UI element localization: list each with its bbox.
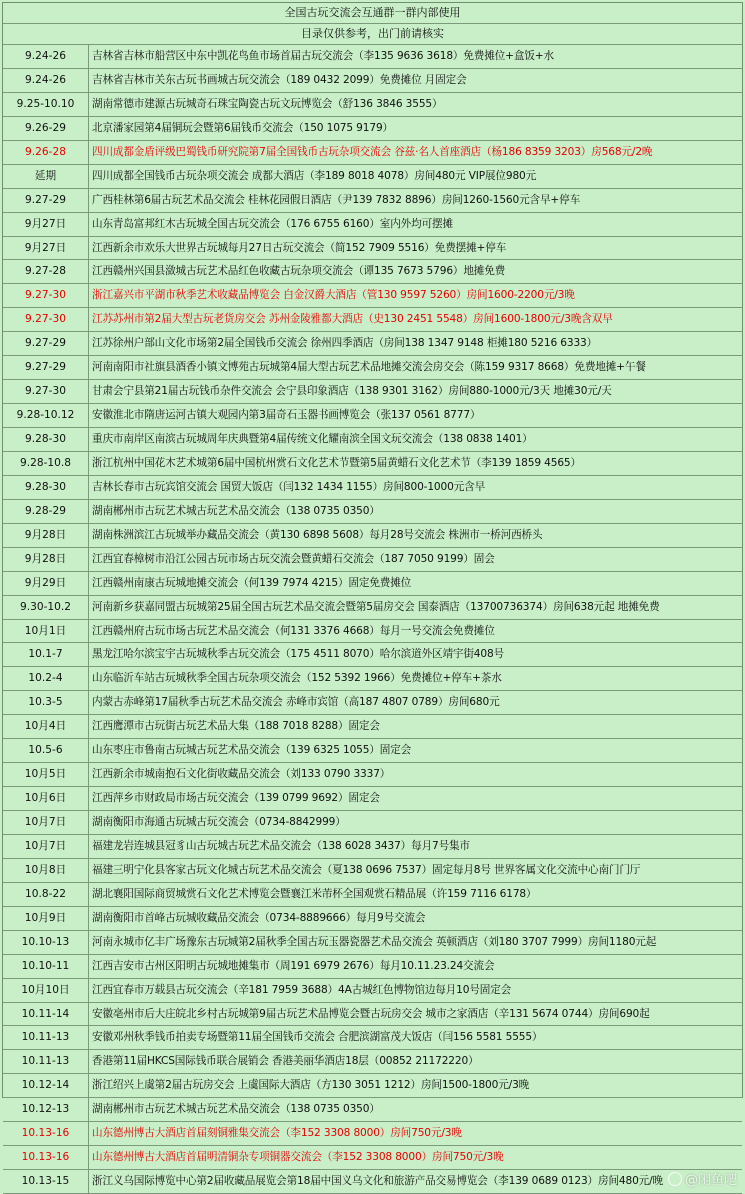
event-date: 9.28-30 — [3, 428, 89, 451]
event-date: 10.13-16 — [3, 1122, 89, 1145]
table-row — [3, 667, 742, 691]
table-row — [3, 691, 742, 715]
event-date: 10.12-14 — [3, 1074, 89, 1097]
event-date: 9.28-30 — [3, 476, 89, 499]
event-date: 10.2-4 — [3, 667, 89, 690]
event-date: 9.28-10.8 — [3, 452, 89, 475]
event-description: 甘肃会宁县第21届古玩钱币杂件交流会 会宁县印象酒店（138 9301 3162）房间880-1000元/3天 地摊30元/天 — [92, 385, 612, 398]
event-description: 山东青岛富邦红木古玩城全国古玩交流会（176 6755 6160）室内外均可摆摊 — [92, 217, 453, 230]
event-date: 9.27-30 — [3, 284, 89, 307]
table-row — [3, 117, 742, 141]
event-description: 安徽淮北市隋唐运河古镇大观园内第3届奇石玉器书画博览会（张137 0561 8777） — [92, 409, 481, 422]
table-row — [3, 811, 742, 835]
table-row — [3, 931, 742, 955]
event-description: 江苏徐州户部山文化市场第2届全国钱币交流会 徐州四季酒店（房间138 1347 9148 柜摊180 5216 6333） — [92, 337, 598, 350]
table-row — [3, 907, 742, 931]
event-description: 吉林长春市古玩宾馆交流会 国贸大饭店（闫132 1434 1155）房间800-1000元含早 — [92, 480, 486, 493]
event-date: 9月29日 — [3, 572, 89, 595]
table-row — [3, 643, 742, 667]
event-date: 9.24-26 — [3, 45, 89, 68]
event-description: 江西赣州兴国县潋城古玩艺术品红色收藏古玩杂项交流会（谭135 7673 5796）地摊免费 — [92, 265, 506, 278]
event-date: 10.13-15 — [3, 1170, 89, 1193]
event-date: 9.26-29 — [3, 117, 89, 140]
table-row — [3, 596, 742, 620]
event-description: 浙江嘉兴市平湖市秋季艺术收藏品博览会 白金汉爵大酒店（管130 9597 5260）房间1600-2200元/3晚 — [92, 289, 575, 302]
event-date: 延期 — [3, 165, 89, 188]
table-row — [3, 428, 742, 452]
table-subtitle: 目录仅供参考，出门前请核实 — [3, 24, 742, 45]
event-description: 江苏苏州市第2届大型古玩老货房交会 苏州金陵雅都大酒店（史130 2451 5548）房间1600-1800元/3晚含双早 — [92, 313, 613, 326]
event-description: 湖北襄阳国际商贸城赏石文化艺术博览会暨襄江米芾杯全国观赏石精品展（许159 7116 6178） — [92, 887, 537, 900]
table-row — [3, 1050, 742, 1074]
table-row — [3, 883, 742, 907]
event-date: 9.26-28 — [3, 141, 89, 164]
table-row — [3, 979, 742, 1003]
event-date: 10.13-16 — [3, 1146, 89, 1169]
table-row — [3, 763, 742, 787]
event-date: 10.5-6 — [3, 739, 89, 762]
event-description: 江西鹰潭市古玩街古玩艺术品大集（188 7018 8288）固定会 — [92, 720, 380, 733]
table-row — [3, 93, 742, 117]
table-row — [3, 715, 742, 739]
event-description: 安徽亳州市后大庄皖北乡村古玩城第9届古玩艺术品博览会暨古玩房交会 城市之家酒店（辛131 5674 0744）房间690起 — [92, 1007, 650, 1020]
table-row — [3, 859, 742, 883]
event-description: 吉林省吉林市关东古玩书画城古玩交流会（189 0432 2099）免费摊位 月固定会 — [92, 73, 467, 86]
event-date: 10.11-13 — [3, 1026, 89, 1049]
event-description: 湖南衡阳市海通古玩城古玩交流会（0734-8842999） — [92, 816, 346, 828]
event-date: 10.12-13 — [3, 1098, 89, 1121]
event-description: 吉林省吉林市船营区中东中凯花鸟鱼市场首届古玩交流会（李135 9636 3618）免费摊位+盒饭+水 — [92, 50, 554, 62]
event-date: 10月10日 — [3, 979, 89, 1002]
event-description: 湖南常德市建源古玩城奇石珠宝陶瓷古玩文玩博览会（舒136 3846 3555） — [92, 97, 443, 110]
event-description: 浙江杭州中国花木艺术城第6届中国杭州赏石文化艺术节暨第5届黄蜡石文化艺术节（李139 1859 4565） — [92, 456, 581, 469]
event-description: 湖南株洲滨江古玩城举办藏品交流会（黄130 6898 5608）每月28号交流会 株洲市一桥河西桥头 — [92, 528, 543, 541]
event-description: 安徽邓州秋季钱币拍卖专场暨第11届全国钱币交流会 合肥滨湖富茂大饭店（闫156 5581 5555） — [92, 1031, 543, 1044]
table-row — [3, 380, 742, 404]
event-date: 10.11-14 — [3, 1003, 89, 1026]
table-row — [3, 1026, 742, 1050]
table-row — [3, 260, 742, 284]
event-description: 重庆市南岸区南滨古玩城周年庆典暨第4届传统文化耀南滨全国文玩交流会（138 0838 1401） — [92, 433, 533, 445]
table-row — [3, 1122, 742, 1146]
table-row — [3, 69, 742, 93]
event-date: 10.11-13 — [3, 1050, 89, 1073]
event-date: 9.24-26 — [3, 69, 89, 92]
table-row — [3, 308, 742, 332]
table-row — [3, 1003, 742, 1027]
table-row — [3, 572, 742, 596]
event-date: 9.27-28 — [3, 260, 89, 283]
table-row — [3, 45, 742, 69]
event-description: 江西萍乡市财政局市场古玩交流会（139 0799 9692）固定会 — [92, 792, 380, 805]
event-date: 9月27日 — [3, 213, 89, 236]
event-date: 10月4日 — [3, 715, 89, 738]
event-description: 湖南衡阳市首峰古玩城收藏品交流会（0734-8889666）每月9号交流会 — [92, 911, 426, 924]
event-date: 10月6日 — [3, 787, 89, 810]
table-row — [3, 452, 742, 476]
table-row — [3, 356, 742, 380]
event-date: 10.10-11 — [3, 955, 89, 978]
event-date: 9月28日 — [3, 548, 89, 571]
watermark-text: @闲鱼吧 — [684, 1173, 737, 1188]
table-row — [3, 237, 742, 261]
event-description: 山东德州博古大酒店首届刻铜雅集交流会（李152 3308 8000）房间750元/3晚 — [92, 1127, 462, 1140]
table-row — [3, 332, 742, 356]
table-row — [3, 739, 742, 763]
event-description: 山东临沂车站古玩城秋季全国古玩杂项交流会（152 5392 1966）免费摊位+停车+茶水 — [92, 672, 502, 685]
table-row — [3, 404, 742, 428]
table-row — [3, 189, 742, 213]
event-description: 江西赣州南康古玩城地摊交流会（何139 7974 4215）固定免费摊位 — [92, 576, 412, 589]
event-date: 10.1-7 — [3, 643, 89, 666]
event-description: 福建龙岩连城县冠豸山古玩城古玩艺术品交流会（138 6028 3437）每月7号集市 — [92, 839, 470, 852]
event-description: 浙江绍兴上虞第2届古玩房交会 上虞国际大酒店（方130 3051 1212）房间1500-1800元/3晚 — [92, 1079, 530, 1092]
event-description: 四川成都金盾评级巴蜀钱币研究院第7届全国钱币古玩杂项交流会 谷兹·名人首座酒店（杨186 8359 3203）房568元/2晚 — [92, 145, 653, 158]
table-row — [3, 165, 742, 189]
event-description: 北京潘家园第4届铜玩会暨第6届钱币交流会（150 1075 9179） — [92, 121, 393, 134]
event-date: 9月28日 — [3, 524, 89, 547]
event-date: 10月8日 — [3, 859, 89, 882]
event-description: 广西桂林第6届古玩艺术品交流会 桂林花园假日酒店（尹139 7832 8896）房间1260-1560元含早+停车 — [92, 193, 581, 206]
table-title: 全国古玩交流会互通群一群内部使用 — [3, 3, 742, 24]
event-description: 河南永城市亿丰广场豫东古玩城第2届秋季全国古玩玉器瓷器艺术品交流会 英顿酒店（刘180 3707 7999）房间1180元起 — [92, 935, 657, 948]
event-description: 江西宜春樟树市沿江公园古玩市场古玩交流会暨黄蜡石交流会（187 7050 9199）固会 — [92, 552, 495, 565]
table-row — [3, 620, 742, 644]
event-date: 10月1日 — [3, 620, 89, 643]
event-description: 山东德州博古大酒店首届明清铜杂专项铜器交流会（李152 3308 8000）房间750元/3晚 — [92, 1151, 504, 1164]
event-description: 浙江义乌国际博览中心第2届收藏品展览会第18届中国义乌文化和旅游产品交易博览会（李139 0689 0123）房间480元/晚 — [92, 1175, 663, 1188]
table-row — [3, 1098, 742, 1122]
table-row — [3, 1146, 742, 1170]
table-row — [3, 213, 742, 237]
table-row — [3, 524, 742, 548]
event-date: 10.10-13 — [3, 931, 89, 954]
event-description: 黑龙江哈尔滨宝宇古玩城秋季古玩交流会（175 4511 8070）哈尔滨道外区靖宇街408号 — [92, 648, 505, 661]
table-row — [3, 835, 742, 859]
event-date: 9.27-29 — [3, 356, 89, 379]
event-date: 9.27-29 — [3, 189, 89, 212]
event-date: 9.27-29 — [3, 332, 89, 355]
event-date: 10月7日 — [3, 835, 89, 858]
event-description: 香港第11届HKCS国际钱币联合展销会 香港美丽华酒店18层（00852 21172220） — [92, 1055, 479, 1068]
event-date: 9.27-30 — [3, 380, 89, 403]
event-description: 河南南阳市社旗县酒香小镇文博苑古玩城第4届大型古玩艺术品地摊交流会房交会（陈159 9317 8668）免费地摊+午餐 — [92, 361, 646, 374]
table-row — [3, 1074, 742, 1098]
event-description: 河南新乡获嘉同盟古玩城第25届全国古玩艺术品交流会暨第5届房交会 国泰酒店（13700736374）房间638元起 地摊免费 — [92, 600, 660, 613]
event-description: 山东枣庄市鲁南古玩城古玩艺术品交流会（139 6325 1055）固定会 — [92, 744, 412, 757]
event-date: 9.25-10.10 — [3, 93, 89, 116]
event-date: 9月27日 — [3, 237, 89, 260]
table-row — [3, 284, 742, 308]
event-description: 江西宜春市万载县古玩交流会（辛181 7959 3688）4A古城红色博物馆边每月10号固定会 — [92, 983, 512, 996]
event-description: 湖南郴州市古玩艺术城古玩艺术品交流会（138 0735 0350） — [92, 1103, 380, 1116]
event-description: 内蒙古赤峰第17届秋季古玩艺术品交流会 赤峰市宾馆（高187 4807 0789）房间680元 — [92, 696, 500, 709]
event-description: 福建三明宁化县客家古玩文化城古玩艺术品交流会（夏138 0696 7537）固定每月8号 世界客属文化交流中心南门门厅 — [92, 863, 641, 876]
event-date: 10.3-5 — [3, 691, 89, 714]
event-description: 湖南郴州市古玩艺术城古玩艺术品交流会（138 0735 0350） — [92, 504, 380, 517]
table-row — [3, 787, 742, 811]
event-date: 9.28-10.12 — [3, 404, 89, 427]
event-description: 江西吉安市古州区阳明古玩城地摊集市（周191 6979 2676）每月10.11.23.24交流会 — [92, 959, 495, 972]
event-date: 10月9日 — [3, 907, 89, 930]
event-date: 9.30-10.2 — [3, 596, 89, 619]
table-row — [3, 548, 742, 572]
table-row — [3, 1170, 742, 1194]
event-date: 10.8-22 — [3, 883, 89, 906]
event-date: 10月7日 — [3, 811, 89, 834]
table-row — [3, 141, 742, 165]
event-date: 10月5日 — [3, 763, 89, 786]
table-row — [3, 500, 742, 524]
event-description: 江西赣州府古玩市场古玩艺术品交流会（何131 3376 4668）每月一号交流会免费摊位 — [92, 624, 495, 637]
table-body — [3, 45, 742, 1194]
table-row — [3, 955, 742, 979]
table-row — [3, 476, 742, 500]
event-date: 9.28-29 — [3, 500, 89, 523]
event-date: 9.27-30 — [3, 308, 89, 331]
event-description: 江西新余市城南抱石文化街收藏品交流会（刘133 0790 3337） — [92, 768, 391, 781]
event-description: 江西新余市欢乐大世界古玩城每月27日古玩交流会（简152 7909 5516）免费摆摊+停车 — [92, 241, 507, 254]
event-description: 四川成都全国钱币古玩杂项交流会 成都大酒店（李189 8018 4078）房间480元 VIP展位980元 — [92, 169, 537, 182]
